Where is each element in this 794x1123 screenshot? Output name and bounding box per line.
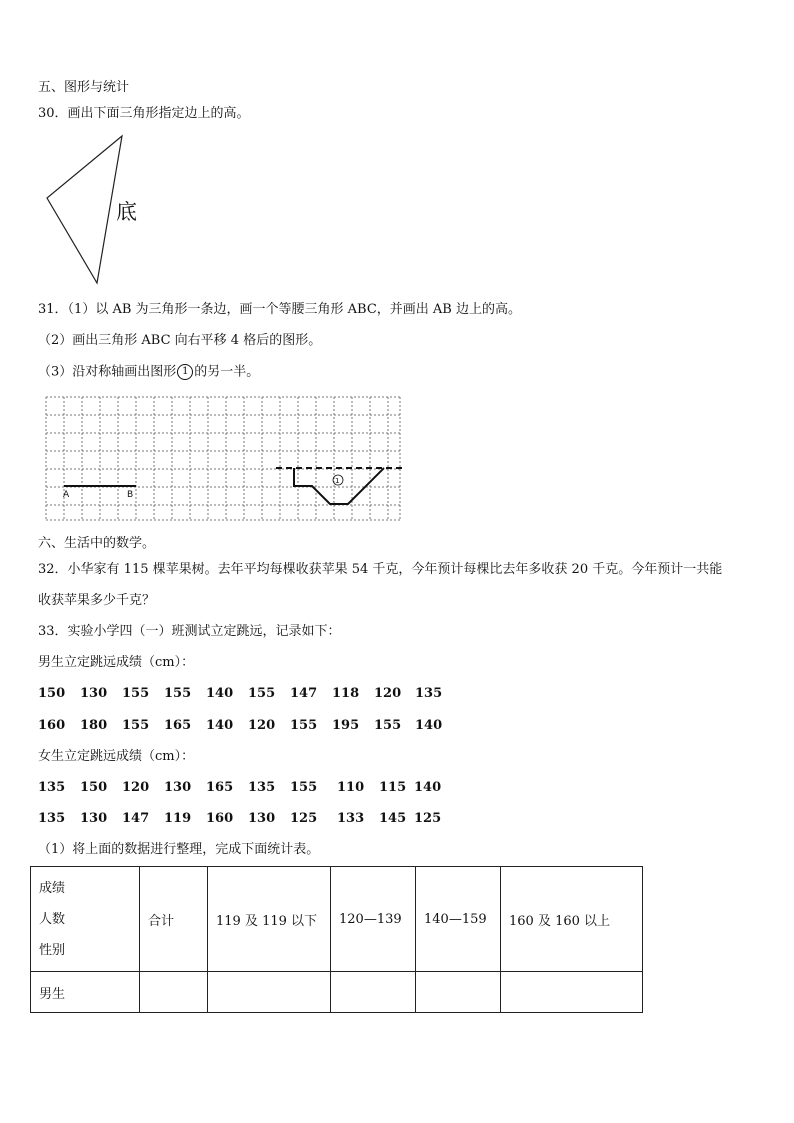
score-cell: 155	[374, 718, 402, 733]
score-cell: 155	[290, 718, 318, 733]
score-cell: 155	[290, 780, 318, 795]
score-cell: 160	[38, 718, 66, 733]
corner-label-count: 人数	[39, 911, 66, 927]
question-33-intro: 33．实验小学四（一）班测试立定跳远，记录如下：	[38, 624, 341, 639]
cell-boys-140-159[interactable]	[416, 972, 501, 1013]
table-header-row	[31, 867, 643, 972]
score-cell: 180	[80, 718, 108, 733]
corner-label-gender: 性别	[39, 942, 66, 958]
row-label-boys: 男生	[31, 972, 140, 1013]
q31-label-b: B	[127, 490, 134, 500]
score-cell: 195	[332, 718, 360, 733]
question-32-line1: 32．小华家有 115 棵苹果树。去年平均每棵收获苹果 54 千克，今年预计每棵比去年多收获 20 千克。今年预计一共能	[38, 562, 723, 577]
score-cell: 110	[337, 780, 365, 795]
score-cell: 130	[80, 811, 108, 826]
score-cell: 140	[206, 686, 234, 701]
question-31-part3	[38, 364, 259, 381]
score-cell: 115	[379, 780, 407, 795]
cell-boys-160-above[interactable]	[501, 972, 643, 1013]
q31-label-a: A	[63, 490, 70, 500]
score-cell: 135	[248, 780, 276, 795]
question-30-text: 30．画出下面三角形指定边上的高。	[38, 106, 250, 121]
score-cell: 135	[38, 780, 66, 795]
q31-figure-1-mark: 1	[177, 364, 193, 380]
score-cell: 145	[379, 811, 407, 826]
question-31-part1: 31．（1）以 AB 为三角形一条边，画一个等腰三角形 ABC，并画出 AB 边上的高。	[38, 302, 521, 317]
score-cell: 150	[38, 686, 66, 701]
q31-figure-1-number: 1	[335, 477, 340, 485]
score-cell: 125	[414, 811, 442, 826]
score-cell: 135	[415, 686, 443, 701]
table-row-boys	[31, 972, 643, 1013]
score-cell: 120	[374, 686, 402, 701]
score-cell: 135	[38, 811, 66, 826]
section-6-title: 六、生活中的数学。	[38, 536, 156, 551]
statistics-table	[30, 866, 643, 1013]
q31-part3-text-b: 的另一半。	[194, 364, 260, 380]
table-corner-cell	[31, 867, 140, 972]
header-total: 合计	[140, 867, 208, 972]
cell-boys-total[interactable]	[140, 972, 208, 1013]
q31-part3-text-a: （3）沿对称轴画出图形	[38, 364, 177, 380]
score-cell: 130	[164, 780, 192, 795]
score-cell: 155	[122, 718, 150, 733]
header-160-and-above: 160 及 160 以上	[501, 867, 643, 972]
score-cell: 125	[290, 811, 318, 826]
header-120-139: 120—139	[331, 867, 416, 972]
header-140-159: 140—159	[416, 867, 501, 972]
score-cell: 120	[248, 718, 276, 733]
q31-grid-figure	[44, 395, 404, 525]
score-cell: 165	[164, 718, 192, 733]
score-cell: 119	[164, 811, 192, 826]
score-cell: 118	[332, 686, 360, 701]
girls-scores-label: 女生立定跳远成绩（cm）：	[38, 749, 195, 764]
score-cell: 130	[248, 811, 276, 826]
header-119-and-below: 119 及 119 以下	[208, 867, 331, 972]
score-cell: 160	[206, 811, 234, 826]
score-cell: 155	[164, 686, 192, 701]
q30-base-label: 底	[116, 200, 137, 224]
boys-scores-label: 男生立定跳远成绩（cm）：	[38, 655, 195, 670]
score-cell: 140	[414, 780, 442, 795]
score-cell: 140	[415, 718, 443, 733]
score-cell: 147	[122, 811, 150, 826]
score-cell: 140	[206, 718, 234, 733]
question-31-part2: （2）画出三角形 ABC 向右平移 4 格后的图形。	[38, 333, 322, 348]
cell-boys-119-below[interactable]	[208, 972, 331, 1013]
q30-triangle	[47, 136, 122, 283]
question-32-line2: 收获苹果多少千克？	[38, 593, 156, 608]
score-cell: 147	[290, 686, 318, 701]
score-cell: 150	[80, 780, 108, 795]
q31-grid-lines	[46, 397, 400, 520]
score-cell: 120	[122, 780, 150, 795]
score-cell: 155	[122, 686, 150, 701]
score-cell: 133	[337, 811, 365, 826]
score-cell: 130	[80, 686, 108, 701]
score-cell: 155	[248, 686, 276, 701]
corner-label-score: 成绩	[39, 880, 66, 896]
score-cell: 165	[206, 780, 234, 795]
section-5-title: 五、图形与统计	[38, 80, 130, 95]
cell-boys-120-139[interactable]	[331, 972, 416, 1013]
question-33-task-1: （1）将上面的数据进行整理，完成下面统计表。	[38, 842, 320, 857]
q30-triangle-figure	[40, 130, 180, 290]
